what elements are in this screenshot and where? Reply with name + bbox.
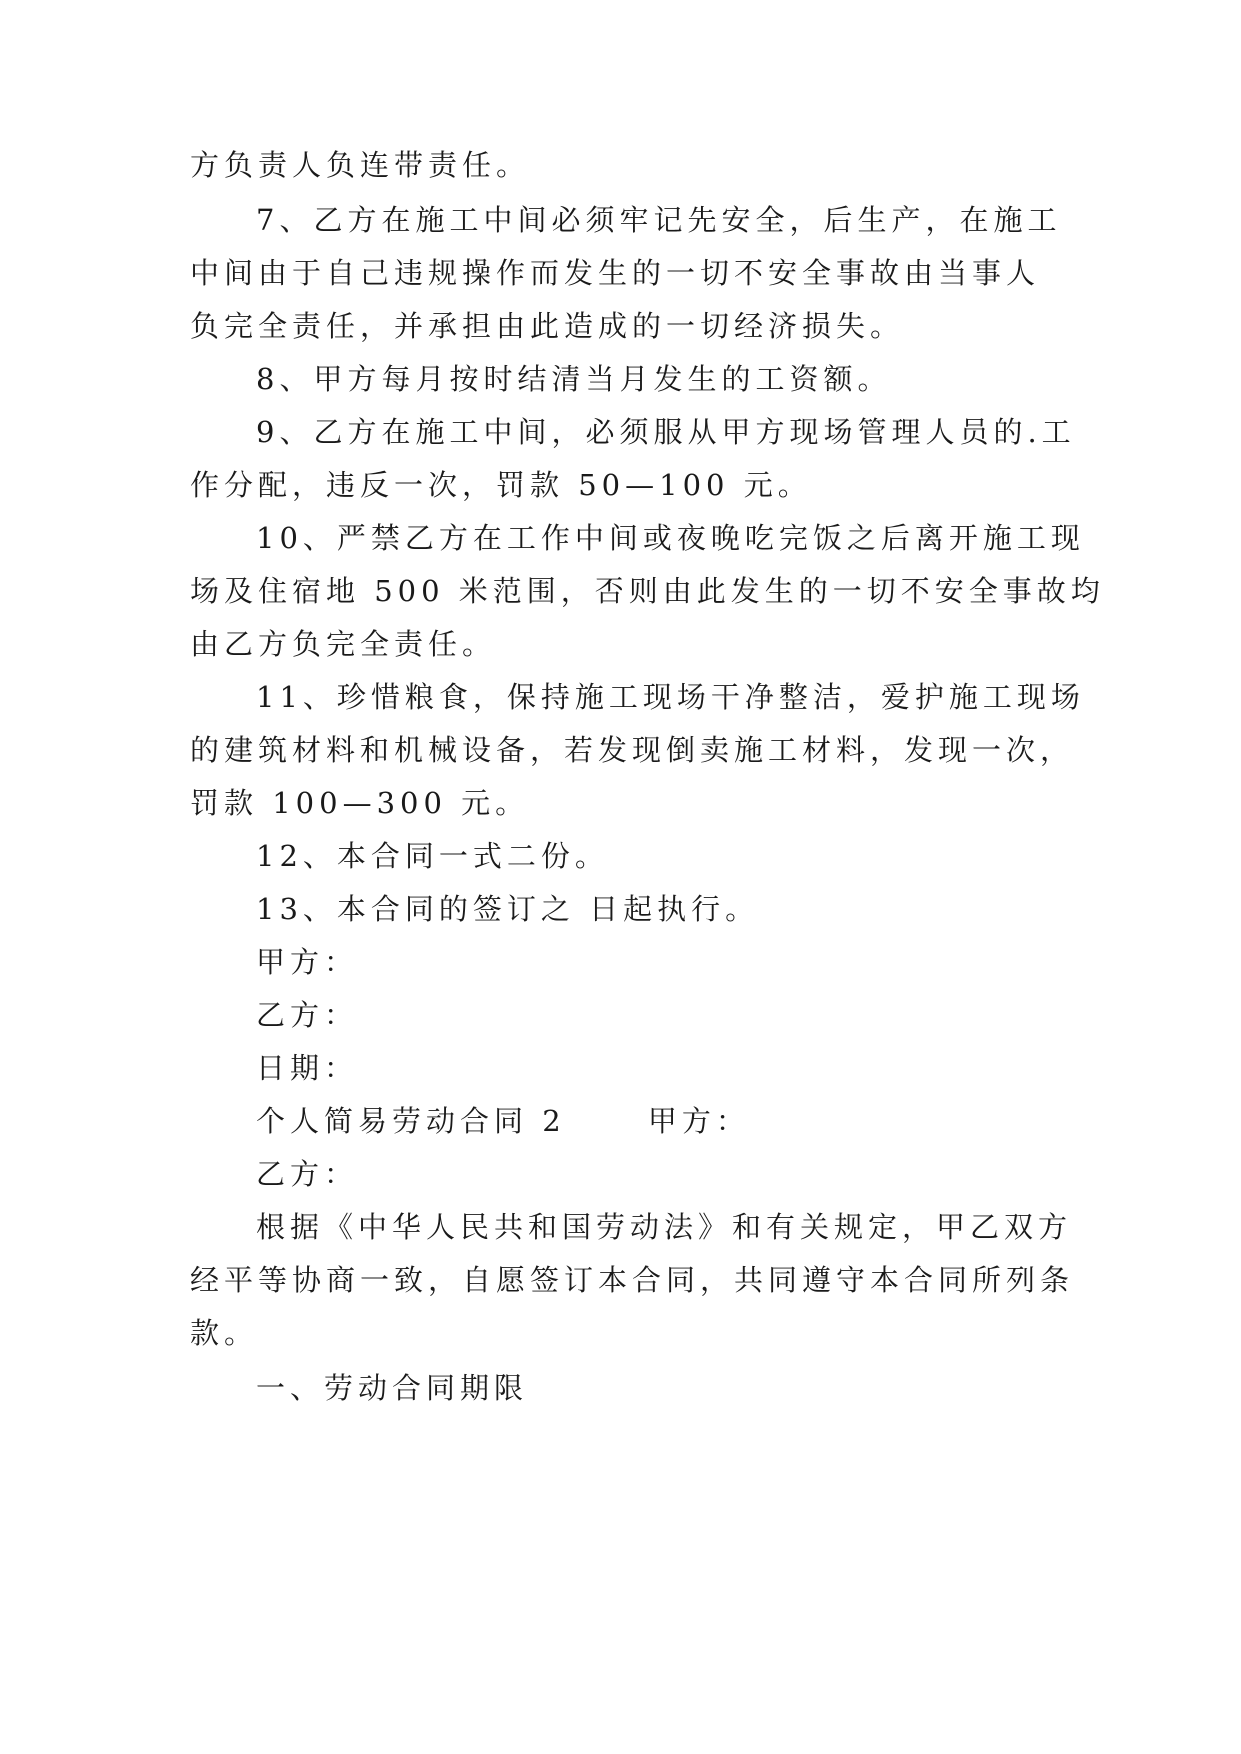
text-line: 10、严禁乙方在工作中间或夜晚吃完饭之后离开施工现: [256, 521, 1085, 555]
text-line: 中间由于自己违规操作而发生的一切不安全事故由当事人: [190, 256, 1041, 290]
text-line: 根据《中华人民共和国劳动法》和有关规定，甲乙双方: [256, 1210, 1073, 1244]
text-line: 的建筑材料和机械设备，若发现倒卖施工材料，发现一次，: [190, 733, 1075, 767]
text-line: 款。: [190, 1316, 259, 1350]
text-line: 8、甲方每月按时结清当月发生的工资额。: [256, 362, 892, 396]
signature-label-date: 日期：: [256, 1051, 359, 1085]
text-line: 12、本合同一式二份。: [256, 839, 609, 873]
text-line: 乙方：: [256, 1157, 359, 1191]
text-line: 9、乙方在施工中间，必须服从甲方现场管理人员的.工: [256, 415, 1076, 449]
section-heading: 个人简易劳动合同 2 甲方：: [256, 1104, 750, 1138]
text-line: 11、珍惜粮食，保持施工现场干净整洁，爱护施工现场: [256, 680, 1085, 714]
text-line: 13、本合同的签订之 日起执行。: [256, 892, 760, 926]
text-line: 经平等协商一致，自愿签订本合同，共同遵守本合同所列条: [190, 1263, 1075, 1297]
section-heading: 一、劳动合同期限: [256, 1371, 529, 1405]
signature-label-party-a: 甲方：: [256, 945, 359, 979]
text-line: 方负责人负连带责任。: [190, 148, 531, 182]
text-line: 作分配，违反一次，罚款 50—100 元。: [190, 468, 812, 502]
text-line: 罚款 100—300 元。: [190, 786, 530, 820]
text-line: 由乙方负完全责任。: [190, 627, 497, 661]
text-line: 7、乙方在施工中间必须牢记先安全，后生产，在施工: [256, 203, 1062, 237]
text-line: 负完全责任，并承担由此造成的一切经济损失。: [190, 309, 905, 343]
text-line: 场及住宿地 500 米范围，否则由此发生的一切不安全事故均: [190, 574, 1105, 608]
signature-label-party-b: 乙方：: [256, 998, 359, 1032]
